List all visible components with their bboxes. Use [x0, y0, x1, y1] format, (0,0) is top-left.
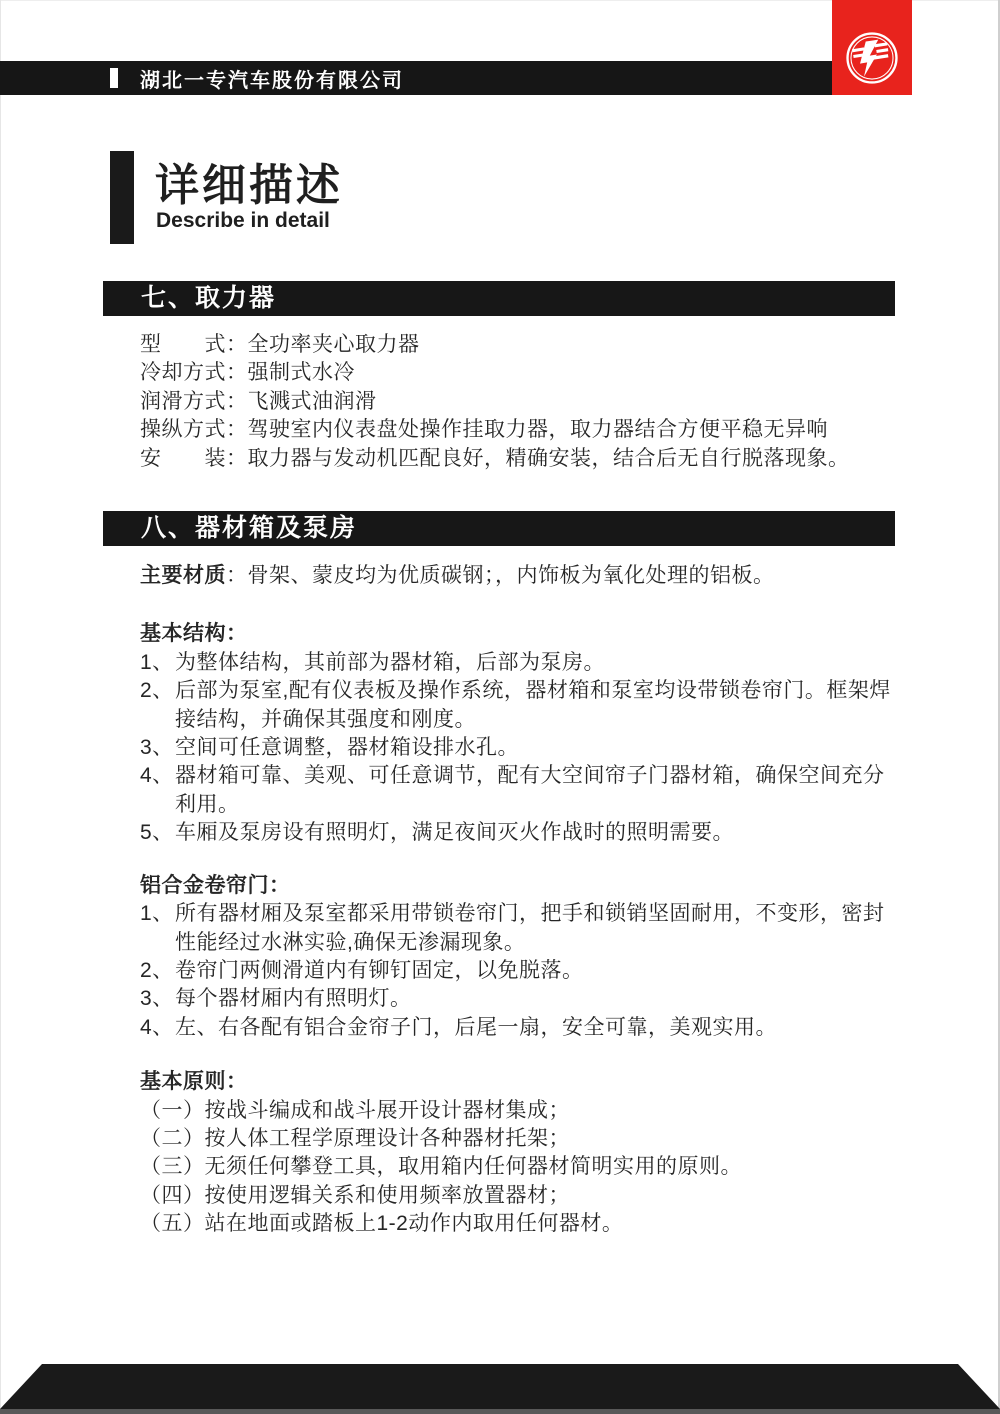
item-text: 器材箱可靠、美观、可任意调节，配有大空间帘子门器材箱，确保空间充分利用。 [175, 764, 885, 816]
item-text: 按使用逻辑关系和使用频率放置器材； [204, 1183, 570, 1207]
section-heading-8: 八、器材箱及泵房 [103, 511, 895, 546]
item-number: 2、 [140, 679, 174, 703]
spec-value: 飞溅式油润滑 [247, 389, 377, 413]
spec-label: 型 式： [140, 333, 248, 356]
list-item [140, 957, 905, 985]
item-text: 按战斗编成和战斗展开设计器材集成； [204, 1098, 570, 1122]
item-text: 空间可任意调整，器材箱设排水孔。 [175, 736, 519, 760]
item-text: 站在地面或踏板上1-2动作内取用任何器材。 [204, 1212, 624, 1236]
item-text: 所有器材厢及泵室都采用带锁卷帘门，把手和锁销坚固耐用，不变形，密封性能经过水淋实验,确保无渗漏现象。 [175, 902, 885, 954]
item-number: （三） [140, 1155, 205, 1179]
list-item [140, 762, 905, 819]
item-number: （一） [140, 1098, 205, 1122]
list-item [140, 1153, 905, 1181]
section-heading-7: 七、取力器 [103, 281, 895, 316]
material-line [140, 562, 905, 590]
list-item [140, 1125, 905, 1153]
item-number: （五） [140, 1212, 205, 1236]
spec-label: 润滑方式： [140, 389, 248, 413]
group-title-structure: 基本结构： [140, 622, 248, 646]
list-item [140, 734, 905, 762]
footer-edge [0, 1409, 1000, 1414]
item-text: 每个器材厢内有照明灯。 [175, 987, 412, 1011]
title-accent-bar [110, 151, 134, 244]
list-item [140, 649, 905, 677]
header-tick-mark [110, 68, 118, 88]
list-item [140, 900, 905, 957]
group-title-shutter: 铝合金卷帘门： [140, 873, 291, 897]
page-subtitle: Describe in detail [156, 209, 330, 232]
spec-label: 操纵方式： [140, 418, 248, 442]
list-item [140, 677, 905, 734]
section-8-body [140, 562, 905, 1239]
list-item [140, 1014, 905, 1042]
spec-value: 强制式水冷 [247, 361, 355, 385]
spec-line [140, 331, 905, 359]
section-7-body [140, 331, 905, 473]
brand-logo-block [832, 0, 912, 95]
item-number: 5、 [140, 821, 174, 845]
list-item [140, 1182, 905, 1210]
item-text: 后部为泵室,配有仪表板及操作系统，器材箱和泵室均设带锁卷帘门。框架焊接结构，并确保其强度和刚度。 [175, 679, 891, 731]
spec-value: 驾驶室内仪表盘处操作挂取力器，取力器结合方便平稳无异响 [247, 418, 828, 442]
item-number: 1、 [140, 650, 174, 674]
item-text: 左、右各配有铝合金帘子门，后尾一扇，安全可靠，美观实用。 [175, 1015, 777, 1039]
company-name: 湖北一专汽车股份有限公司 [140, 69, 404, 92]
item-number: 1、 [140, 902, 174, 926]
list-item [140, 819, 905, 847]
group-title-principles: 基本原则： [140, 1070, 248, 1094]
item-number: 4、 [140, 1015, 174, 1039]
material-label: 主要材质 [140, 564, 226, 588]
item-number: （四） [140, 1183, 205, 1207]
spec-label: 冷却方式： [140, 361, 248, 385]
header-bar [0, 61, 832, 95]
page-title: 详细描述 [155, 161, 343, 210]
brand-logo-icon [843, 29, 901, 87]
spec-label: 安 装： [140, 446, 248, 470]
footer-band [0, 1364, 1000, 1409]
item-number: （二） [140, 1126, 205, 1150]
material-text: ：骨架、蒙皮均为优质碳钢；，内饰板为氧化处理的铝板。 [226, 564, 775, 588]
spec-line [140, 388, 905, 416]
spec-line [140, 445, 905, 473]
list-item [140, 1210, 905, 1238]
item-number: 3、 [140, 736, 174, 760]
item-text: 按人体工程学原理设计各种器材托架； [204, 1126, 570, 1150]
list-item [140, 1097, 905, 1125]
item-text: 为整体结构，其前部为器材箱，后部为泵房。 [175, 650, 605, 674]
spec-line [140, 359, 905, 387]
spec-line [140, 416, 905, 444]
item-text: 卷帘门两侧滑道内有铆钉固定，以免脱落。 [175, 958, 584, 982]
item-number: 2、 [140, 958, 174, 982]
item-text: 无须任何攀登工具，取用箱内任何器材简明实用的原则。 [204, 1155, 742, 1179]
spec-value: 取力器与发动机匹配良好，精确安装，结合后无自行脱落现象。 [247, 446, 850, 470]
spec-value: 全功率夹心取力器 [247, 333, 420, 356]
item-text: 车厢及泵房设有照明灯，满足夜间灭火作战时的照明需要。 [175, 821, 734, 845]
list-item [140, 985, 905, 1013]
item-number: 4、 [140, 764, 174, 788]
item-number: 3、 [140, 987, 174, 1011]
main-content [0, 281, 1000, 1239]
